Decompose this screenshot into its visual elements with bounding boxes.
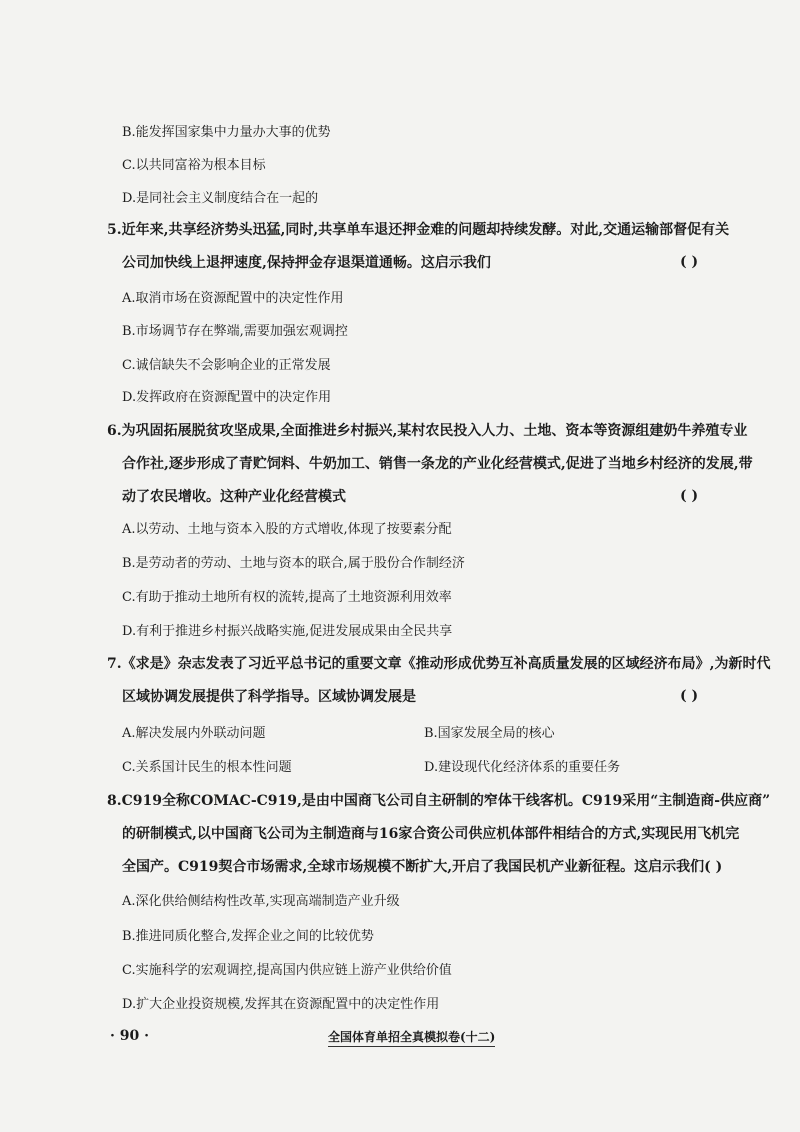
q8-option-b: B.推进同质化整合,发挥企业之间的比较优势: [122, 929, 374, 944]
q8-stem-line3: 全国产。C919契合市场需求,全球市场规模不断扩大,开启了我国民机产业新征程。这启示我们( ): [122, 859, 723, 875]
q5-option-a: A.取消市场在资源配置中的决定性作用: [122, 291, 344, 306]
q6-stem-line1: 6.为巩固拓展脱贫攻坚成果,全面推进乡村振兴,某村农民投入人力、土地、资本等资源组建奶牛养殖专业: [107, 423, 748, 439]
q8-option-a: A.深化供给侧结构性改革,实现高端制造产业升级: [122, 894, 400, 909]
q5-stem-line1: 5.近年来,共享经济势头迅猛,同时,共享单车退还押金难的问题却持续发酵。对此,交通运输部督促有关: [107, 222, 730, 238]
q6-stem-line2: 合作社,逐步形成了青贮饲料、牛奶加工、销售一条龙的产业化经营模式,促进了当地乡村经济的发展,带: [122, 456, 753, 472]
q5-option-b: B.市场调节存在弊端,需要加强宏观调控: [122, 324, 348, 339]
q6-stem-line3: 动了农民增收。这种产业化经营模式: [122, 489, 346, 505]
q8-option-c: C.实施科学的宏观调控,提高国内供应链上游产业供给价值: [122, 963, 452, 978]
q5-stem-line2: 公司加快线上退押速度,保持押金存退渠道通畅。这启示我们: [122, 255, 491, 271]
q4-option-c: C.以共同富裕为根本目标: [122, 158, 266, 173]
q7-option-d: D.建设现代化经济体系的重要任务: [424, 760, 621, 775]
q6-option-d: D.有利于推进乡村振兴战略实施,促进发展成果由全民共享: [122, 624, 453, 639]
q7-option-a: A.解决发展内外联动问题: [122, 726, 266, 741]
q7-option-b: B.国家发展全局的核心: [424, 726, 555, 741]
q8-stem-line1: 8.C919全称COMAC-C919,是由中国商飞公司自主研制的窄体干线客机。C919采用“主制造商-供应商”: [107, 793, 771, 809]
q7-answer-bracket: ( ): [680, 688, 699, 704]
exam-title-footer: 全国体育单招全真模拟卷(十二): [328, 1028, 495, 1047]
q8-option-d: D.扩大企业投资规模,发挥其在资源配置中的决定性作用: [122, 997, 440, 1012]
q5-option-d: D.发挥政府在资源配置中的决定作用: [122, 390, 332, 405]
q6-option-c: C.有助于推动土地所有权的流转,提高了土地资源利用效率: [122, 590, 452, 605]
q6-option-a: A.以劳动、土地与资本入股的方式增收,体现了按要素分配: [122, 522, 452, 537]
q4-option-b: B.能发挥国家集中力量办大事的优势: [122, 125, 331, 140]
q4-option-d: D.是同社会主义制度结合在一起的: [122, 191, 319, 206]
q5-option-c: C.诚信缺失不会影响企业的正常发展: [122, 358, 331, 373]
q5-answer-bracket: ( ): [680, 254, 699, 270]
page-number: · 90 ·: [110, 1028, 149, 1044]
q7-stem-line1: 7.《求是》杂志发表了习近平总书记的重要文章《推动形成优势互补高质量发展的区域经济布局》,为新时代: [107, 656, 771, 672]
q6-option-b: B.是劳动者的劳动、土地与资本的联合,属于股份合作制经济: [122, 556, 465, 571]
q8-stem-line2: 的研制模式,以中国商飞公司为主制造商与16家合资公司供应机体部件相结合的方式,实现民用飞机完: [122, 826, 740, 842]
q6-answer-bracket: ( ): [680, 488, 699, 504]
q7-stem-line2: 区域协调发展提供了科学指导。区域协调发展是: [122, 689, 416, 705]
q7-option-c: C.关系国计民生的根本性问题: [122, 760, 292, 775]
